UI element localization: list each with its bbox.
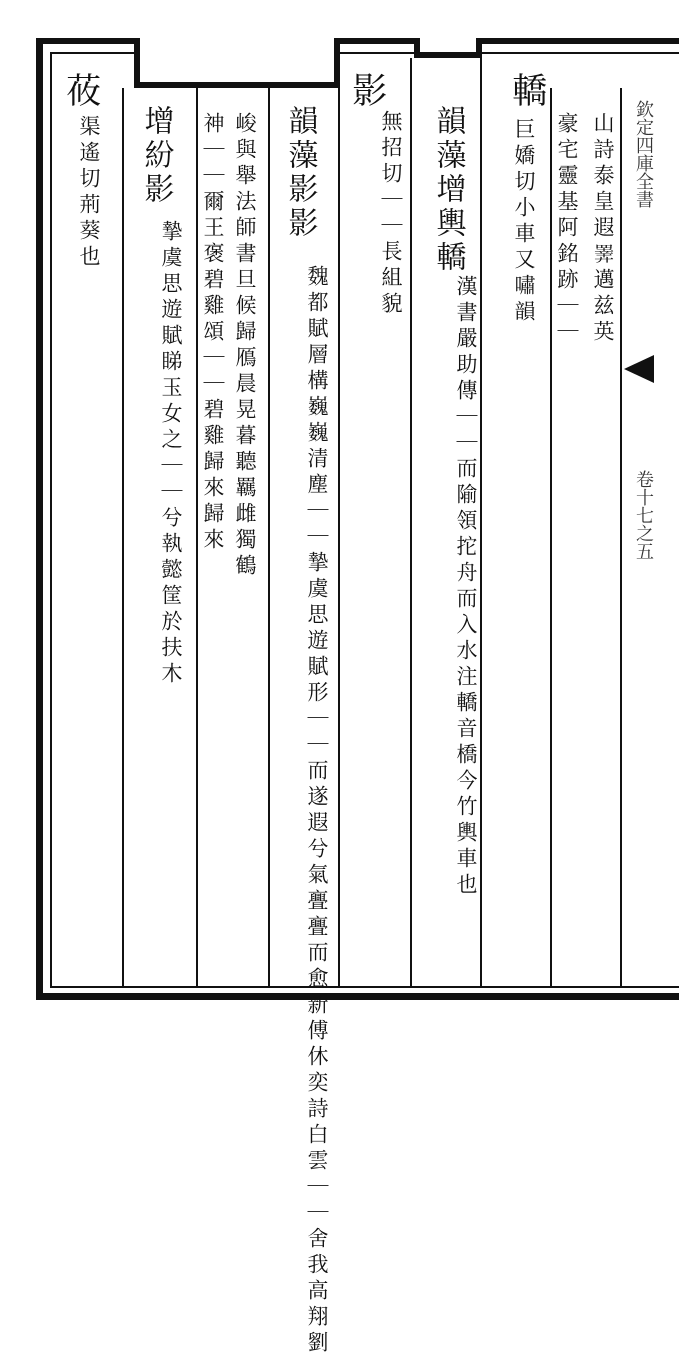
- col-divider: [122, 88, 124, 988]
- text-column: 神｜｜爾王褒碧雞頌｜｜碧雞歸來歸來: [201, 112, 226, 554]
- top-notch-mid: [420, 32, 480, 52]
- text-column: 豪宅靈基阿銘跡｜｜: [555, 112, 580, 346]
- subentry-body: 漢書嚴助傳｜｜而隃領拕舟而入水注轎音橋今竹輿車也: [454, 275, 479, 899]
- notch-bottom-mid: [420, 52, 480, 58]
- notch-bottom-left: [140, 82, 340, 88]
- col-divider: [620, 88, 622, 988]
- top-notch-left: [140, 32, 340, 82]
- subentry-head: 韻藻增輿轎: [430, 105, 466, 275]
- entry-gloss: 巨嬌切小車又嘯韻: [512, 118, 537, 326]
- col-divider: [338, 88, 340, 988]
- text-column: 峻與舉法師書旦候歸鴈晨晃暮聽羈雌獨鶴: [233, 112, 258, 580]
- col-divider: [480, 58, 482, 988]
- subentry-body: 摯虞思遊賦睇玉女之｜｜兮執懿筐於扶木: [159, 220, 184, 688]
- col-divider: [196, 88, 198, 988]
- notch-side-left: [134, 38, 140, 88]
- entry-gloss: 渠遙切荊葵也: [77, 115, 102, 271]
- entry-head: 莜: [60, 72, 101, 108]
- notch-side-mid2: [476, 38, 482, 58]
- col-divider: [410, 58, 412, 988]
- subentry-body: 魏都賦層構巍巍清塵｜｜摯虞思遊賦形｜｜而遂遐兮氣亹亹而愈新傅休奕詩白雲｜｜舍我高翔劉: [305, 265, 330, 1357]
- col-divider: [268, 88, 270, 988]
- entry-head: 轎: [506, 72, 547, 108]
- fishtail-mark: [624, 355, 654, 383]
- book-title: 欽定四庫全書: [633, 100, 654, 208]
- subentry-head: 韻藻影影: [282, 105, 318, 241]
- notch-side-mid: [414, 38, 420, 58]
- text-column: 山詩泰皇遐𢍰邁兹英: [591, 112, 616, 346]
- entry-head: 影: [346, 72, 387, 108]
- volume-label: 卷十七之五: [633, 470, 654, 560]
- col-divider: [550, 88, 552, 988]
- notch-side-left2: [334, 38, 340, 88]
- subentry-head: 增紛影: [138, 105, 174, 207]
- entry-gloss: 無招切｜｜長組貌: [379, 110, 404, 318]
